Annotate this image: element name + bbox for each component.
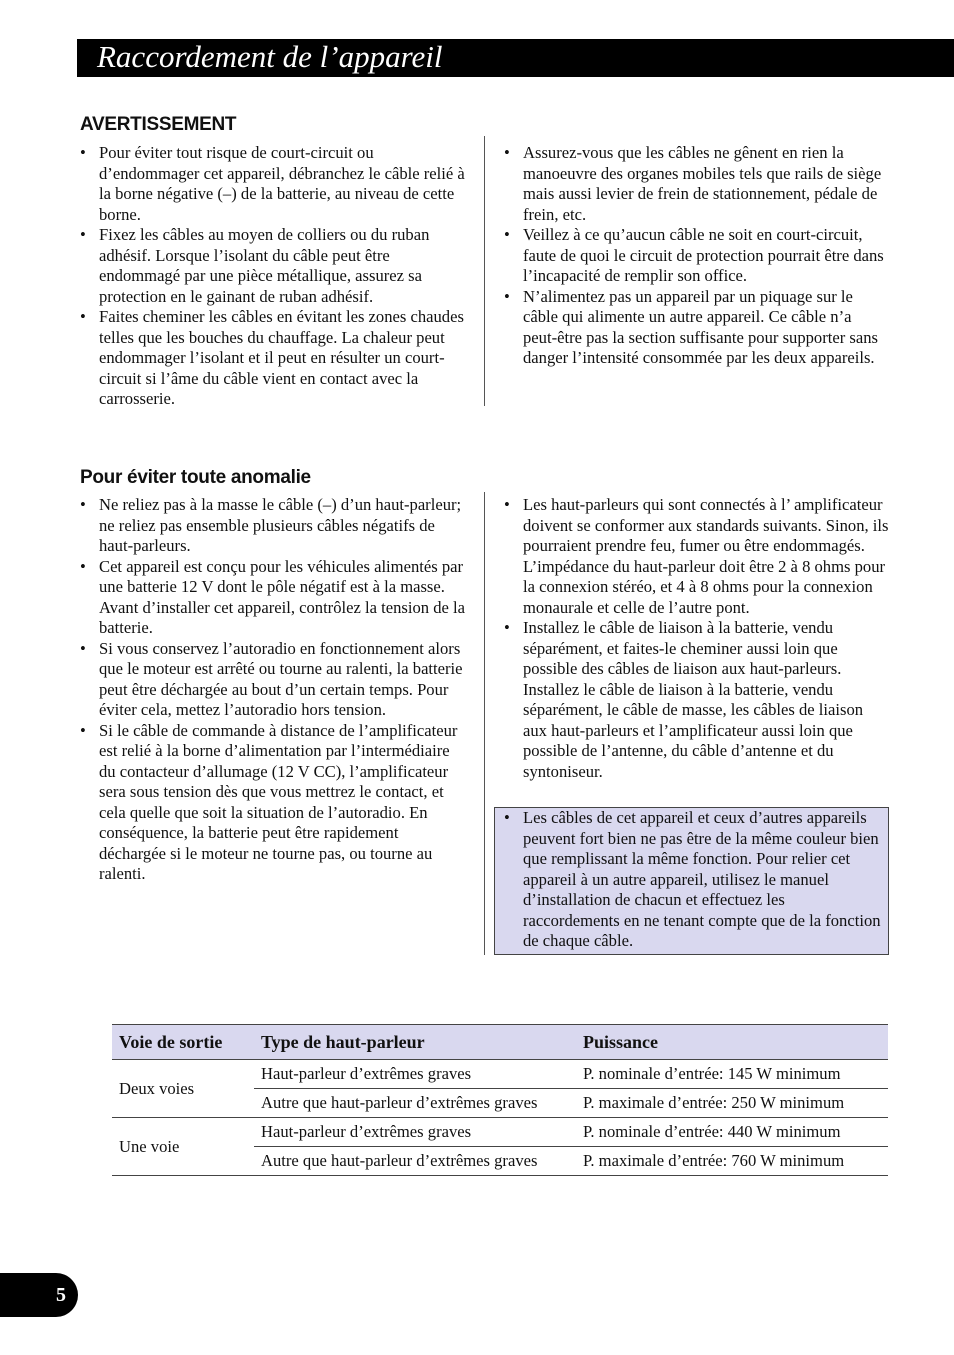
note-text: • Les câbles de cet appareil et ceux d’autres appareils peuvent fort bien ne pas être de la même couleur bien que remplissant la même fonction. Pour relier cet appareil à un autre appareil, utilisez le manuel d’installation de chacun et effectuez les raccordements en ne tenant compte que de la fonction de chaque câble. <box>504 808 884 952</box>
voie-cell: Deux voies <box>112 1060 254 1118</box>
type-cell: Haut-parleur d’extrêmes graves <box>254 1118 576 1147</box>
warning-heading: AVERTISSEMENT <box>80 114 237 135</box>
page-title: Raccordement de l’appareil <box>97 39 443 74</box>
anomaly-heading: Pour éviter toute anomalie <box>80 467 311 488</box>
list-item: • Ne reliez pas à la masse le câble (–) d’un haut-parleur; ne reliez pas ensemble plusieurs câbles négatifs de haut-parleurs. <box>80 495 468 557</box>
list-item: • Si vous conservez l’autoradio en fonctionnement alors que le moteur est arrêté ou tourne au ralenti, la batterie peut être déchargée au bout d’un certain temps. Pour éviter cela, mettez l’autoradio hors tension. <box>80 639 468 721</box>
speaker-spec-table <box>112 1024 888 1176</box>
type-cell: Autre que haut-parleur d’extrêmes graves <box>254 1089 576 1118</box>
type-cell: Autre que haut-parleur d’extrêmes graves <box>254 1147 576 1176</box>
warning-left-list <box>80 143 468 410</box>
table-header-row <box>112 1025 888 1060</box>
list-item: • Veillez à ce qu’aucun câble ne soit en court-circuit, faute de quoi le circuit de protection pourrait être dans l’incapacité de remplir son office. <box>504 225 889 287</box>
table-row <box>112 1060 888 1089</box>
warning-right-list <box>504 143 889 369</box>
list-item: • Si le câble de commande à distance de l’amplificateur est relié à la borne d’alimentation par l’intermédiaire du contacteur d’allumage (12 V CC), l’amplificateur sera sous tension dès que vous mettrez le contact, et cela quelle que soit la situation de l’autoradio. En conséquence, la batterie peut être rapidement déchargée si le moteur ne tourne pas, ou tourne au ralenti. <box>80 721 468 885</box>
list-item: • Faites cheminer les câbles en évitant les zones chaudes telles que les bouches du chauffage. La chaleur peut endommager l’isolant et il peut en résulter un court-circuit si l’âme du câble vient en contact avec la carrosserie. <box>80 307 468 410</box>
column-divider <box>484 136 485 406</box>
type-cell: Haut-parleur d’extrêmes graves <box>254 1060 576 1089</box>
note-list <box>504 808 884 952</box>
list-item: • Les haut-parleurs qui sont connectés à l’ amplificateur doivent se conformer aux standards suivants. Sinon, ils pourraient prendre feu, fumer ou être endommagés. L’impédance du haut-parleur doit être 2 à 8 ohms pour la connexion stéréo, et 4 à 8 ohms pour la connexion monaurale et celle de l’autre pont. <box>504 495 889 618</box>
column-header-type: Type de haut-parleur <box>254 1025 576 1060</box>
page-number-tab <box>0 1273 78 1317</box>
table-row <box>112 1118 888 1147</box>
list-item: • Fixez les câbles au moyen de colliers ou du ruban adhésif. Lorsque l’isolant du câble peut être endommagé par une pièce métallique, assurez sa protection en le gainant de ruban adhésif. <box>80 225 468 307</box>
voie-cell: Une voie <box>112 1118 254 1176</box>
list-item: • Cet appareil est conçu pour les véhicules alimentés par une batterie 12 V dont le pôle négatif est à la masse. Avant d’installer cet appareil, contrôlez la tension de la batterie. <box>80 557 468 639</box>
list-item: • Pour éviter tout risque de court-circuit ou d’endommager cet appareil, débranchez le câble relié à la borne négative (–) de la batterie, au niveau de cette borne. <box>80 143 468 225</box>
column-divider <box>484 492 485 955</box>
list-item: • N’alimentez pas un appareil par un piquage sur le câble qui alimente un autre appareil. Ce câble n’a peut-être pas la section suffisante pour supporter sans danger l’intensité consommée par les deux appareils. <box>504 287 889 369</box>
header-bar <box>77 39 954 77</box>
page-number: 5 <box>56 1284 66 1306</box>
power-cell: P. nominale d’entrée: 145 W minimum <box>576 1060 888 1089</box>
anomaly-left-list <box>80 495 468 885</box>
power-cell: P. maximale d’entrée: 250 W minimum <box>576 1089 888 1118</box>
power-cell: P. nominale d’entrée: 440 W minimum <box>576 1118 888 1147</box>
list-item: • Installez le câble de liaison à la batterie, vendu séparément, et faites-le cheminer aussi loin que possible des câbles de liaison aux haut-parleurs. Installez le câble de liaison à la batterie, vendu séparément, le câble de masse, les câbles de liaison aux haut-parleurs et l’amplificateur aussi loin que possible de l’antenne, du câble d’antenne et du syntoniseur. <box>504 618 889 782</box>
list-item: • Assurez-vous que les câbles ne gênent en rien la manoeuvre des organes mobiles tels que rails de siège mais aussi levier de frein de stationnement, pédale de frein, etc. <box>504 143 889 225</box>
column-header-voie: Voie de sortie <box>112 1025 254 1060</box>
anomaly-right-list <box>504 495 889 782</box>
power-cell: P. maximale d’entrée: 760 W minimum <box>576 1147 888 1176</box>
column-header-power: Puissance <box>576 1025 888 1060</box>
